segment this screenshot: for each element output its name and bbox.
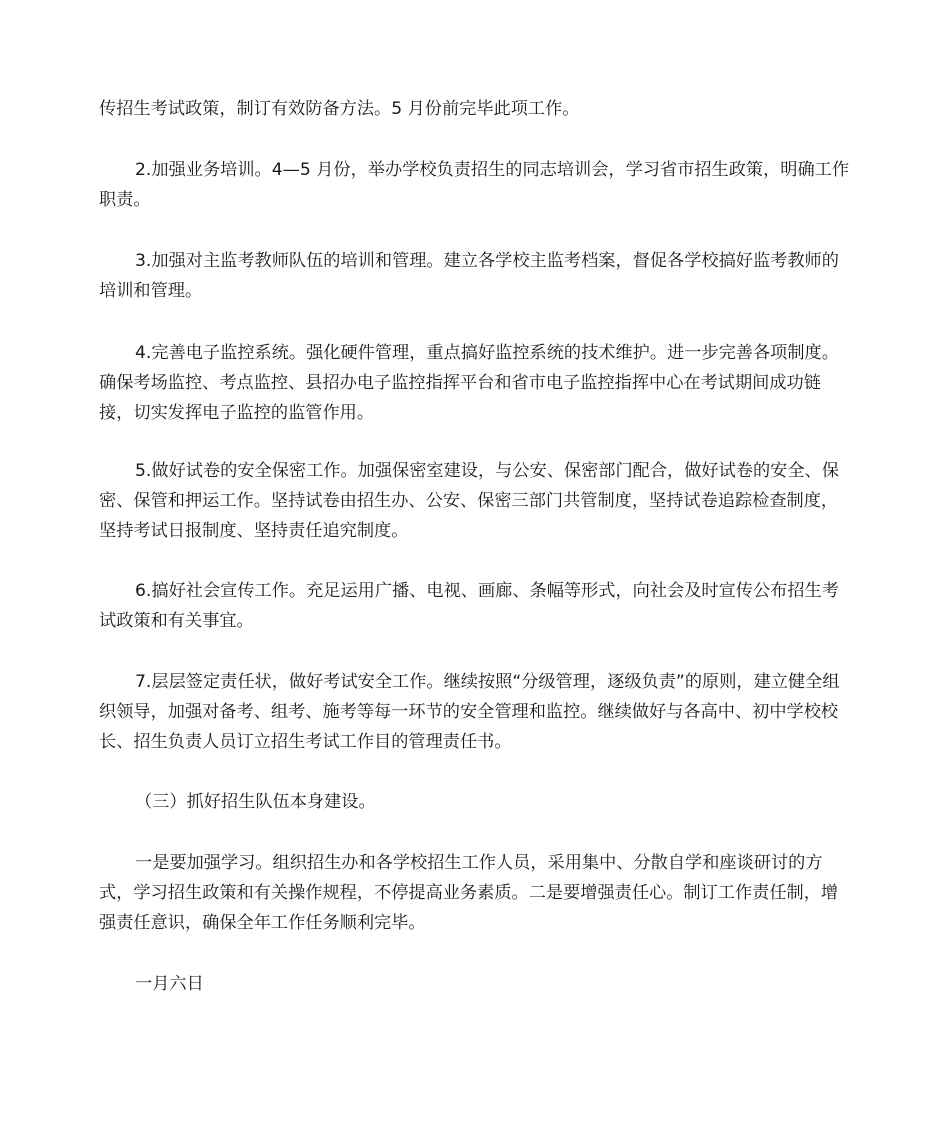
- section-heading-3: （三）抓好招生队伍本身建设。: [135, 792, 376, 812]
- paragraph-continuation: 传招生考试政策，制订有效防备方法。5 月份前完毕此项工作。: [99, 99, 580, 119]
- paragraph-item-7: 7.层层签定责任状，做好考试安全工作。继续按照“分级管理，逐级负责”的原则，建立健全组织领导，加强对备考、组考、施考等每一环节的安全管理和监控。继续做好与各高中、初中学校校长、招生负责人员订立招生考试工作目的管理责任书。: [99, 672, 840, 752]
- paragraph-item-2: 2.加强业务培训。4—5 月份，举办学校负责招生的同志培训会，学习省市招生政策，明确工作职责。: [99, 160, 850, 210]
- paragraph-item-3: 3.加强对主监考教师队伍的培训和管理。建立各学校主监考档案，督促各学校搞好监考教师的培训和管理。: [99, 251, 839, 301]
- paragraph-item-6: 6.搞好社会宣传工作。充足运用广播、电视、画廊、条幅等形式，向社会及时宣传公布招生考试政策和有关事宜。: [99, 581, 839, 631]
- paragraph-item-5: 5.做好试卷的安全保密工作。加强保密室建设，与公安、保密部门配合，做好试卷的安全、保密、保管和押运工作。坚持试卷由招生办、公安、保密三部门共管制度，坚持试卷追踪检查制度，坚持考试日报制度、坚持责任追究制度。: [99, 461, 839, 541]
- date-line: 一月六日: [135, 974, 204, 994]
- paragraph-team-building: 一是要加强学习。组织招生办和各学校招生工作人员，采用集中、分散自学和座谈研讨的方式，学习招生政策和有关操作规程，不停提高业务素质。二是要增强责任心。制订工作责任制，增强责任意识，确保全年工作任务顺利完毕。: [99, 853, 839, 933]
- paragraph-item-4: 4.完善电子监控系统。强化硬件管理，重点搞好监控系统的技术维护。进一步完善各项制度。确保考场监控、考点监控、县招办电子监控指挥平台和省市电子监控指挥中心在考试期间成功链接，切实发挥电子监控的监管作用。: [99, 343, 839, 423]
